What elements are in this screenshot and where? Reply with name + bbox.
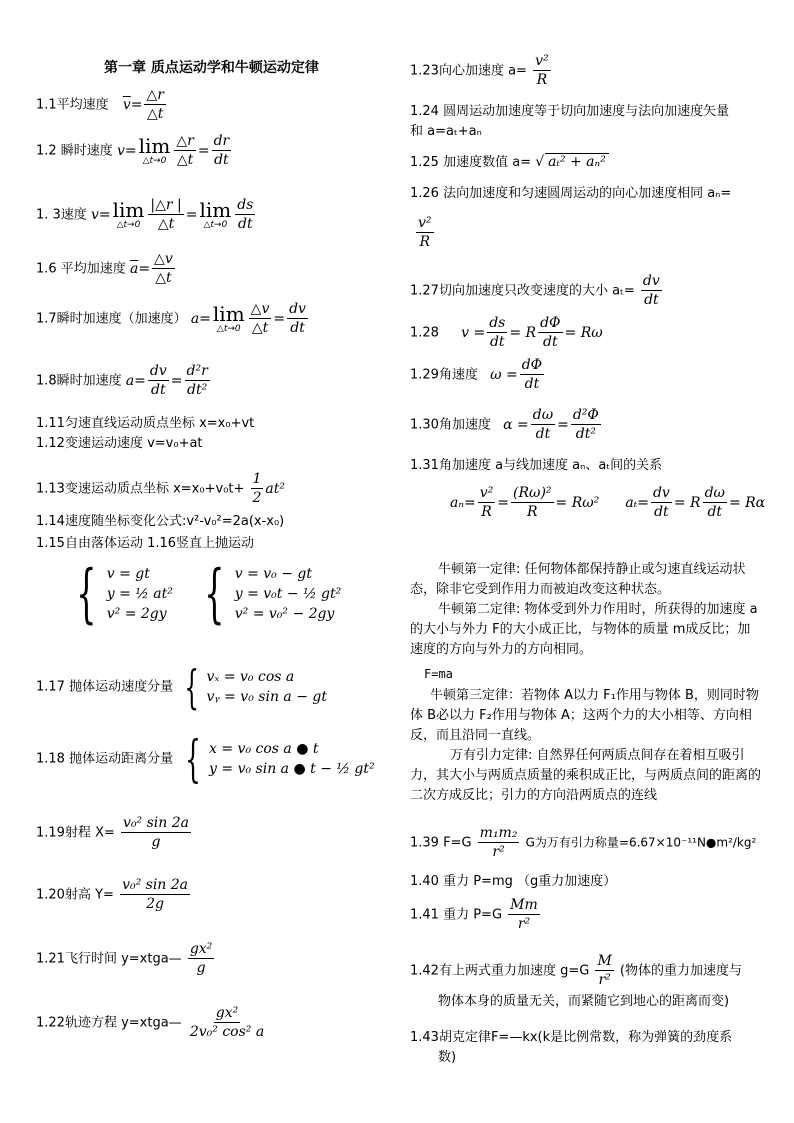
formula-label: 1.22轨迹方程 y=xtga— xyxy=(36,1015,182,1031)
f-equals-ma: F=ma xyxy=(424,667,453,681)
formula-label: 1.25 加速度数值 a= xyxy=(410,155,532,170)
formula-1-31-expr: aₙ= $\frac{\text{v²}}{R}$ = $\frac{\text{(Rω)²}}{R}$ = Rω² aₜ= $\frac{dv}{dt}$ = R $\frac{d\omega}{dt}$ = Rα xyxy=(450,485,766,520)
formula-1-30 xyxy=(410,406,603,443)
formula-1-22 xyxy=(36,1004,268,1041)
formula-expr: v= lim △t→0 $\frac{\triangle r}{\triangle t}$ = $\frac{dr}{dt}$ xyxy=(116,133,230,168)
formula-label: 1. 3速度 xyxy=(36,207,87,223)
formula-note: G为万有引力称量=6.67×10⁻¹¹N●m²/kg² xyxy=(525,835,757,850)
newton-third-law: 牛顿第三定律：若物体 A以力 F₁作用与物体 B，则同时物体 B必以力 F₂作用与物体 A；这两个力的大小相等、方向相反，而且沿同一直线。 xyxy=(410,688,759,743)
formula-1-15-16: 1.15自由落体运动 1.16竖直上抛运动 xyxy=(36,536,255,551)
formula-1-11: 1.11匀速直线运动质点坐标 x=x₀+vt xyxy=(36,416,255,431)
vertical-throw-system: { v = v₀ − gt y = v₀t − ½ gt² v² = v₀² − 2gy xyxy=(204,557,342,631)
formula-expr: $\frac{M}{\text{r²}}$ xyxy=(597,953,612,988)
formula-label: 1.19射程 X= xyxy=(36,825,115,841)
formula-label: 1.42有上两式重力加速度 g=G xyxy=(410,963,590,979)
formula-1-42 xyxy=(410,952,742,989)
formula-expr: $\frac{Mm}{\text{r²}}$ xyxy=(510,897,538,932)
formula-expr: $\frac{\text{v²}}{R}$ xyxy=(535,53,549,88)
formula-1-25 xyxy=(410,154,609,171)
formula-1-14: 1.14速度随坐标变化公式:v²-v₀²=2a(x-x₀) xyxy=(36,514,285,529)
formula-1-19 xyxy=(36,814,193,851)
formula-expr: v = $\frac{ds}{dt}$ = R $\frac{d\Phi}{dt}$ = Rω xyxy=(461,315,603,350)
formula-expr: α = $\frac{d\omega}{dt}$ = $\frac{\text{d²Φ}}{\text{dt²}}$ xyxy=(503,407,599,442)
formula-expr: ω = $\frac{d\Phi}{dt}$ xyxy=(490,357,543,392)
formula-label: 1.21飞行时间 y=xtga— xyxy=(36,951,182,967)
formula-label: 1.30角加速度 xyxy=(410,417,491,433)
free-fall-system: { v = gt y = ½ at² v² = 2gy xyxy=(76,557,173,631)
formula-1-29 xyxy=(410,356,546,393)
formula-1-31: 1.31角加速度 a与线加速度 aₙ、aₜ间的关系 xyxy=(410,458,663,473)
formula-1-24-line1: 1.24 圆周运动加速度等于切向加速度与法向加速度矢量 xyxy=(410,104,730,119)
formula-label: 1.17 抛体运动速度分量 xyxy=(36,679,174,695)
formula-label: 1.23向心加速度 a= xyxy=(410,63,527,79)
formula-1-6 xyxy=(36,250,177,287)
newton-second-law: 牛顿第二定律: 物体受到外力作用时，所获得的加速度 a的大小与外力 F的大小成正比，与物体的质量 m成反比；加速度的方向与外力的方向相同。 xyxy=(410,602,758,657)
formula-1-40: 1.40 重力 P=mg （g重力加速度） xyxy=(410,874,617,889)
formula-label: 1.27切向加速度只改变速度的大小 aₜ= xyxy=(410,283,635,299)
formula-expr: $\frac{1}{2}$ at² xyxy=(252,471,286,506)
formula-expr: a= $\frac{dv}{dt}$ = $\frac{\text{d²r}}{\text{dt²}}$ xyxy=(125,363,208,398)
formula-label: 1.41 重力 P=G xyxy=(410,907,503,923)
formula-1-3 xyxy=(36,196,257,233)
formula-1-18: 1.18 抛体运动距离分量 { x = v₀ cos a ● t y = v₀ sin a ● t − ½ gt² xyxy=(36,730,375,788)
formula-1-42-cont: 物体本身的质量无关，而紧随它到地心的距离而变) xyxy=(438,994,730,1009)
formula-expr: $\overline{v}=$ $\frac{\triangle r}{\triangle t}$ xyxy=(122,87,164,122)
formula-label: 1.8瞬时加速度 xyxy=(36,373,122,389)
formula-1-27 xyxy=(410,272,664,309)
formula-label: 1.13变速运动质点坐标 x=x₀+v₀t+ xyxy=(36,481,245,497)
formula-1-1 xyxy=(36,86,168,123)
formula-label: 1.29角速度 xyxy=(410,367,478,383)
formula-expr: $\frac{\text{gx²}}{\text{2v₀² cos² a}}$ xyxy=(189,1005,265,1040)
formula-1-28 xyxy=(410,314,603,351)
formula-expr: $\frac{dv}{dt}$ xyxy=(642,273,660,308)
formula-label: 1.20射高 Y= xyxy=(36,887,114,903)
newton-first-law: 牛顿第一定律: 任何物体都保持静止或匀速直线运动状态，除非它受到作用力而被迫改变这种状态。 xyxy=(410,562,746,597)
formula-1-24-line2: 和 a=aₜ+aₙ xyxy=(410,124,482,139)
formula-1-21 xyxy=(36,940,216,977)
formula-expr: √ aₜ² + aₙ² xyxy=(535,154,609,170)
formula-1-2 xyxy=(36,132,233,169)
formula-expr: a= lim △t→0 $\frac{\triangle v}{\triangle t}$ = $\frac{dv}{dt}$ xyxy=(190,301,306,336)
chapter-title: 第一章 质点运动学和牛顿运动定律 xyxy=(104,60,319,76)
formula-label: 1.2 瞬时速度 xyxy=(36,143,113,159)
formula-1-43-cont: 数) xyxy=(438,1050,457,1065)
formula-expr: $\frac{\text{v₀² sin 2a}}{g}$ xyxy=(123,815,189,850)
formula-expr: $\frac{\text{m₁m₂}}{\text{r²}}$ xyxy=(479,825,518,860)
formula-note: (物体的重力加速度与 xyxy=(619,963,742,979)
formula-expr: $\frac{\text{v₀² sin 2a}}{2g}$ xyxy=(122,877,189,912)
formula-1-12: 1.12变速运动速度 v=v₀+at xyxy=(36,436,203,451)
formula-label: 1.7瞬时加速度（加速度） xyxy=(36,311,187,327)
formula-expr: v= lim △t→0 $\frac{|\triangle r |}{\triangle t}$ = lim △t→0 $\frac{ds}{dt}$ xyxy=(90,197,254,232)
formula-1-20 xyxy=(36,876,192,913)
formula-expr: $\frac{\text{gx²}}{g}$ xyxy=(189,941,213,976)
formula-expr: $\overline{a}=$ $\frac{\triangle v}{\triangle t}$ xyxy=(129,251,173,286)
gravitation-law: 万有引力定律: 自然界任何两质点间存在着相互吸引力，其大小与两质点质量的乘积成正比，与两质点间的距离的二次方成反比；引力的方向沿两质点的连线 xyxy=(410,748,762,803)
formula-label: 1.28 xyxy=(410,325,439,341)
formula-1-43: 1.43胡克定律F=—kx(k是比例常数，称为弹簧的劲度系 xyxy=(410,1030,733,1045)
formula-1-17: 1.17 抛体运动速度分量 { vₓ = v₀ cos a vᵧ = v₀ sin a − gt xyxy=(36,660,327,714)
formula-1-39 xyxy=(410,824,756,861)
formula-label: 1.39 F=G xyxy=(410,835,472,851)
formula-label: 1.6 平均加速度 xyxy=(36,261,126,277)
formula-1-23 xyxy=(410,52,553,89)
formula-label: 1.18 抛体运动距离分量 xyxy=(36,751,174,767)
formula-1-26: 1.26 法向加速度和匀速圆周运动的向心加速度相同 aₙ= xyxy=(410,186,732,201)
formula-1-8 xyxy=(36,362,212,399)
formula-label: 1.1平均速度 xyxy=(36,97,109,113)
formula-1-13 xyxy=(36,470,285,507)
formula-1-41 xyxy=(410,896,542,933)
formula-1-7 xyxy=(36,300,310,337)
formula-1-26-expr: $\frac{\text{v²}}{R}$ xyxy=(418,215,432,250)
